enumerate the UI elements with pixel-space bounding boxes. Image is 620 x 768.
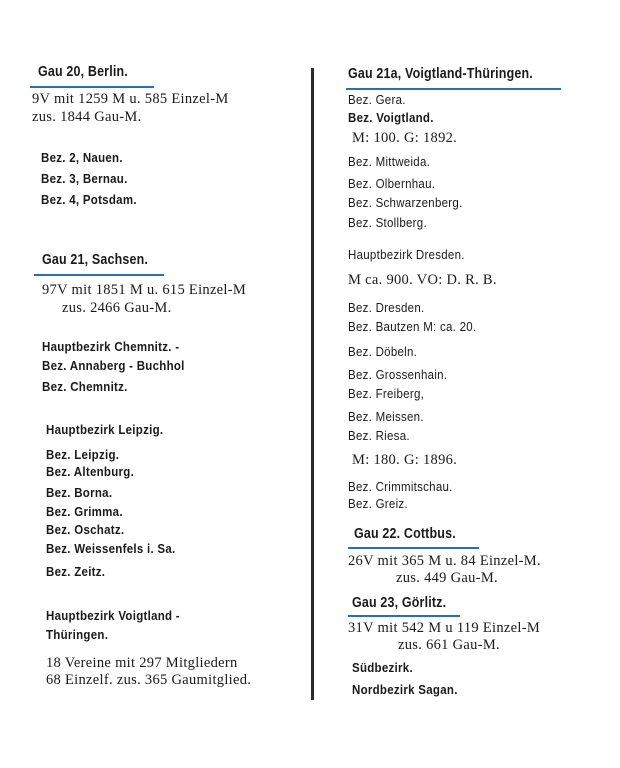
left-column [0,0,308,768]
gau-21a-heading: Gau 21a, Voigtland-Thüringen. [348,66,533,82]
list-item: Bez. Stollberg. [348,216,427,230]
chemnitz-header: Hauptbezirk Chemnitz. - [42,340,180,354]
list-item: Bez. Bautzen M: ca. 20. [348,320,477,334]
gau-22-heading: Gau 22. Cottbus. [354,526,456,542]
voigtland-header: Hauptbezirk Voigtland - [46,609,180,623]
gau-23-underline [348,615,460,617]
gau-21-heading: Gau 21, Sachsen. [42,252,149,268]
voigtland-header-cont: Thüringen. [46,628,109,642]
list-item: Bez. 2, Nauen. [41,151,123,165]
gau-21a-underline [346,88,561,90]
voigtland-summary-cont: 68 Einzelf. zus. 365 Gaumitglied. [46,672,252,688]
list-item: Südbezirk. [352,661,413,675]
list-item: Bez. Olbernhau. [348,177,436,191]
list-item: Bez. 4, Potsdam. [41,193,137,207]
list-item: Bez. Döbeln. [348,345,418,359]
list-item: Bez. Schwarzenberg. [348,196,463,210]
gau-20-stats: 9V mit 1259 M u. 585 Einzel-M [32,91,229,107]
gau-21-total: zus. 2466 Gau-M. [62,300,172,316]
list-item: Nordbezirk Sagan. [352,683,458,697]
list-item: Bez. Voigtland. [348,111,434,125]
list-item: Bez. Chemnitz. [42,380,128,394]
list-item: Bez. Weissenfels i. Sa. [46,542,176,556]
leipzig-header: Hauptbezirk Leipzig. [46,423,164,437]
list-item: Bez. Meissen. [348,410,424,424]
gau-22-underline [348,547,479,549]
gau-20-heading: Gau 20, Berlin. [38,64,128,80]
column-divider [311,68,314,700]
list-item: Bez. Riesa. [348,429,410,443]
list-item: Bez. 3, Bernau. [41,172,128,186]
list-item: Bez. Annaberg - Buchhol [42,359,185,373]
gau-23-stats: 31V mit 542 M u 119 Einzel-M [348,620,541,636]
gau-20-total: zus. 1844 Gau-M. [32,109,142,125]
right-column [318,0,620,768]
list-item: Bez. Grossenhain. [348,368,448,382]
list-item: Bez. Freiberg, [348,387,425,401]
list-item: Bez. Borna. [46,486,113,500]
list-item: Bez. Leipzig. [46,448,120,462]
list-item: Bez. Mittweida. [348,155,431,169]
list-item: Bez. Oschatz. [46,523,125,537]
gau-23-total: zus. 661 Gau-M. [398,637,500,653]
list-item: Bez. Gera. [348,93,406,107]
gau-23-heading: Gau 23, Görlitz. [352,595,447,611]
list-item: Bez. Grimma. [46,505,123,519]
list-item: Bez. Zeitz. [46,565,106,579]
list-item: Bez. Dresden. [348,301,425,315]
gau-22-stats: 26V mit 365 M u. 84 Einzel-M. [348,553,541,569]
stat-line: M: 180. G: 1896. [352,452,458,468]
voigtland-summary: 18 Vereine mit 297 Mitgliedern [46,655,238,671]
list-item: Bez. Greiz. [348,497,408,511]
list-item: Bez. Crimmitschau. [348,480,453,494]
dresden-stat: M ca. 900. VO: D. R. B. [348,272,497,288]
gau-20-underline [30,86,154,88]
gau-21-underline [34,274,164,276]
stat-line: M: 100. G: 1892. [352,130,458,146]
list-item: Bez. Altenburg. [46,465,135,479]
gau-22-total: zus. 449 Gau-M. [396,570,498,586]
gau-21-stats: 97V mit 1851 M u. 615 Einzel-M [42,282,247,298]
dresden-header: Hauptbezirk Dresden. [348,248,465,262]
